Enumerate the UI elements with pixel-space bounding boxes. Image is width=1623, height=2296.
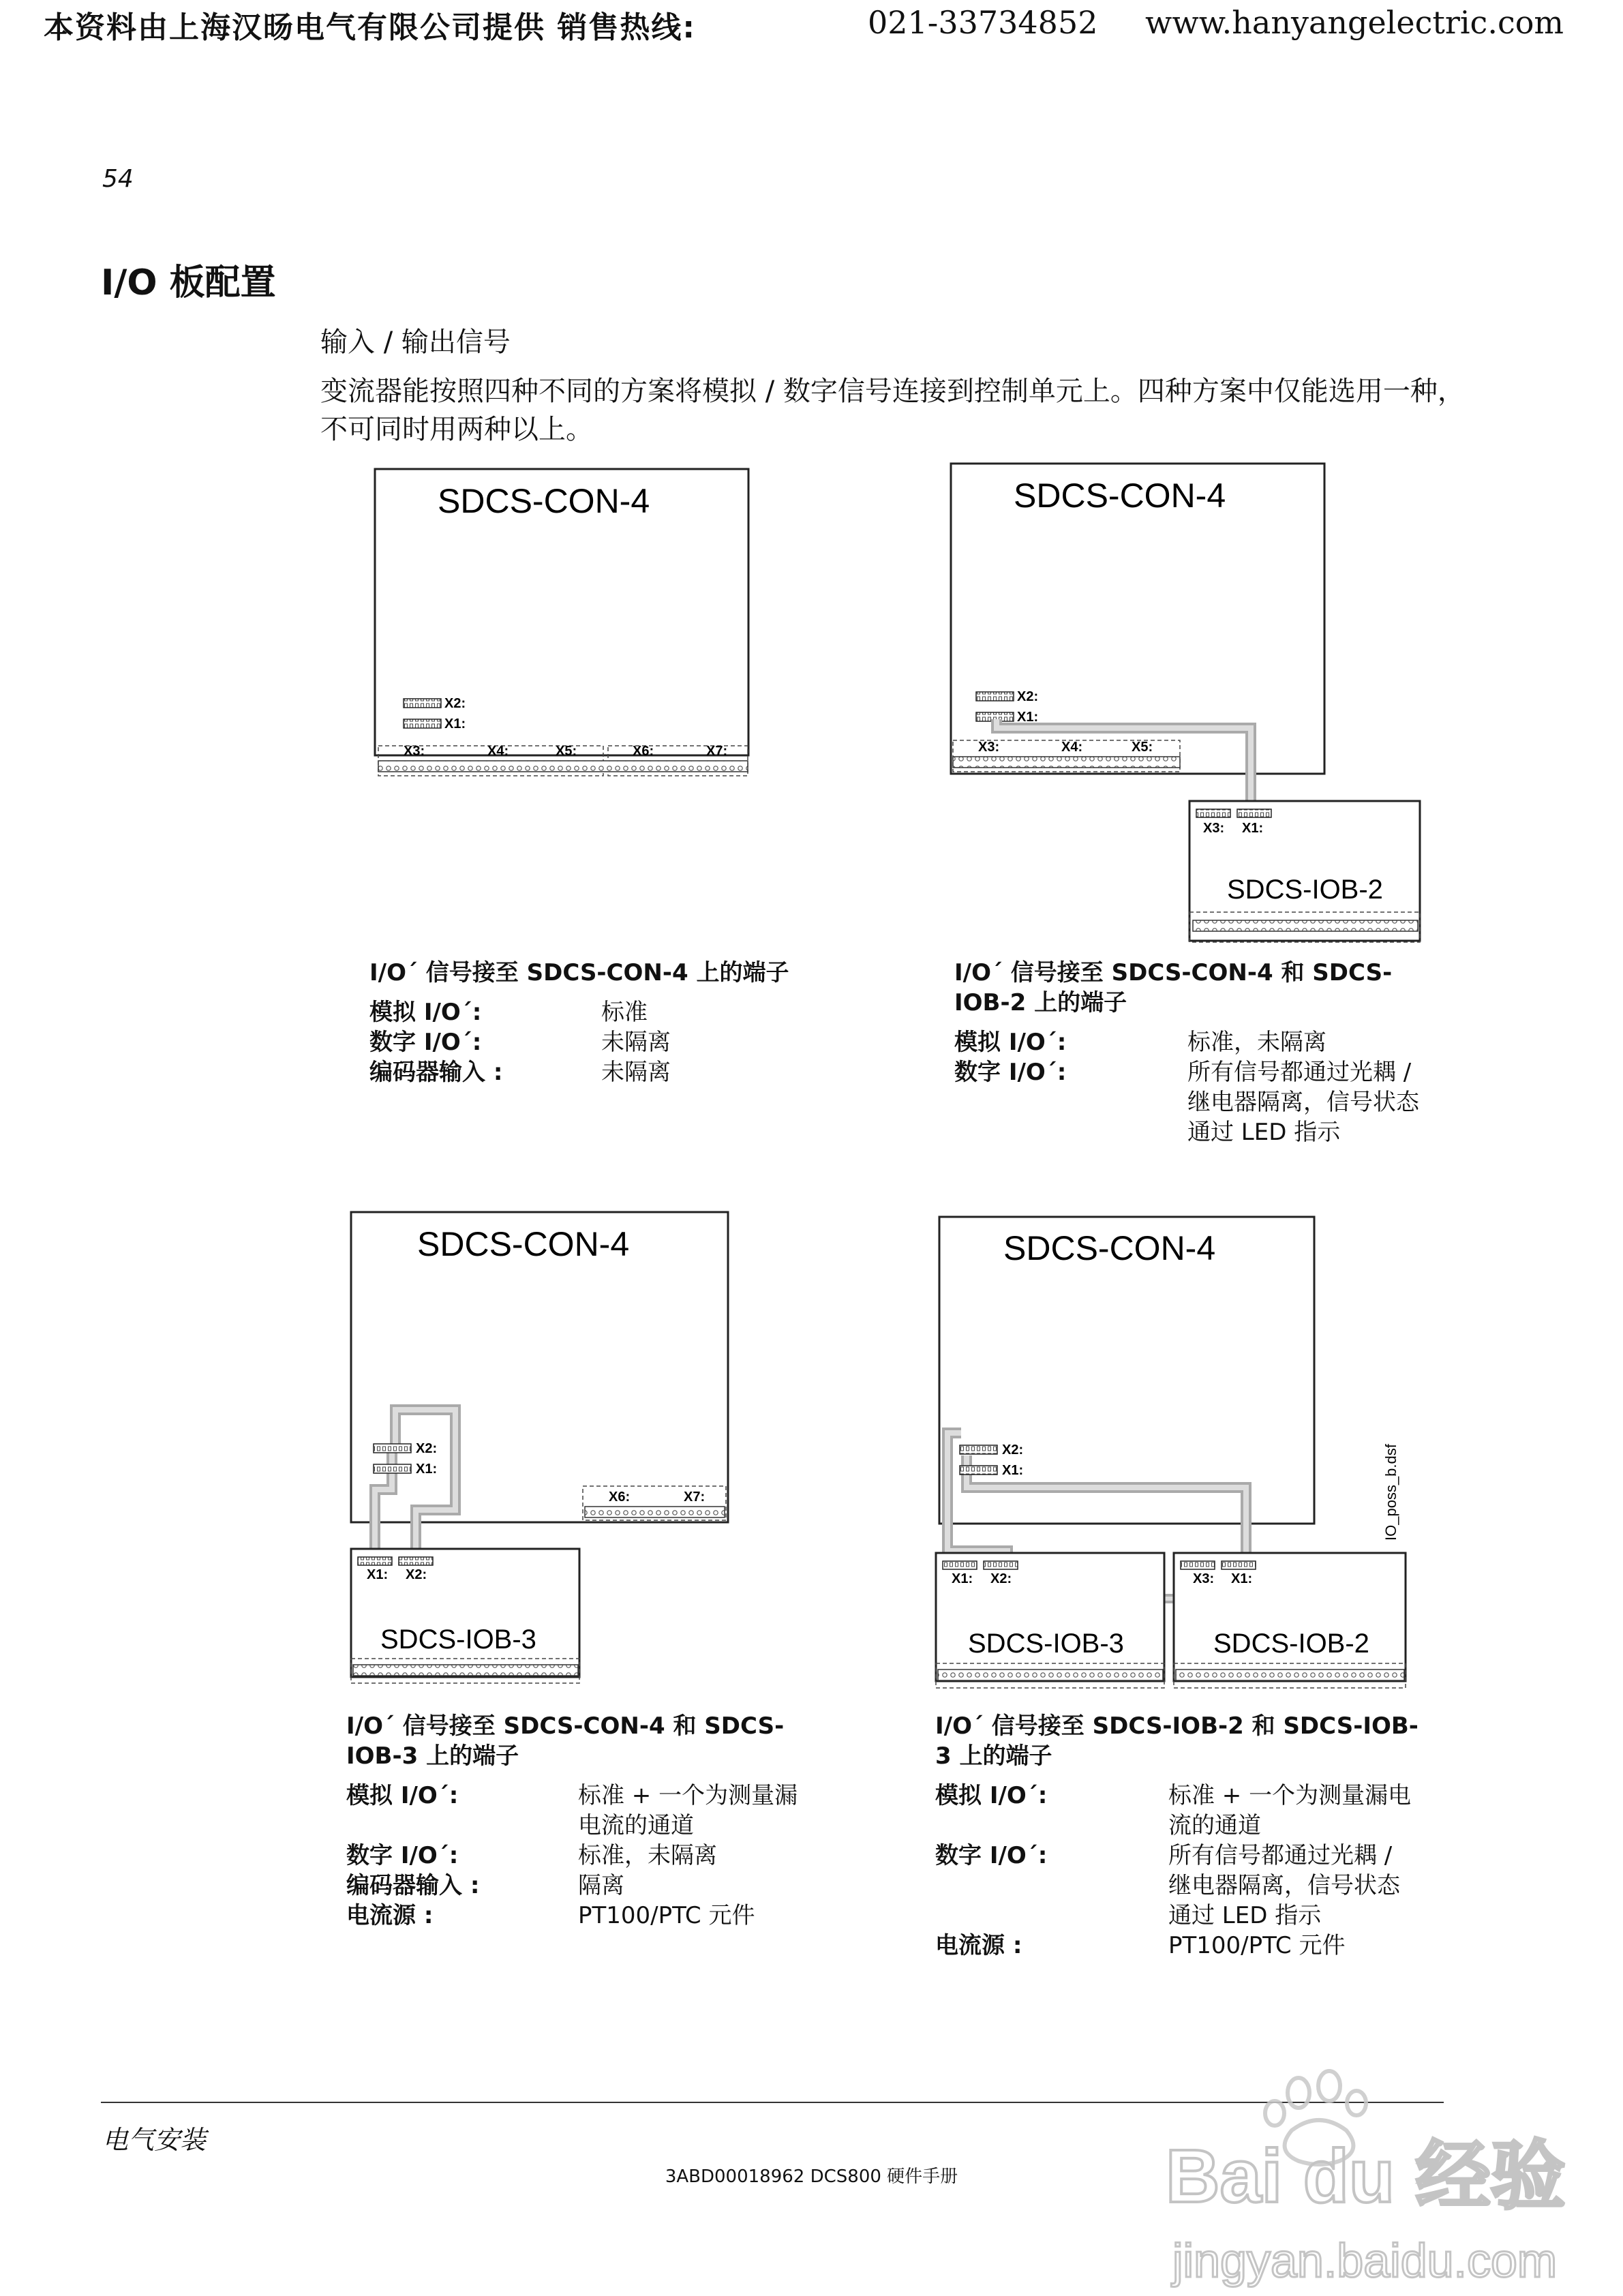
option-3-row — [346, 1901, 837, 1931]
baidu-watermark — [1152, 2066, 1588, 2291]
row-key: 编码器输入 : — [369, 1059, 503, 1086]
row-value: 标准 — [601, 999, 648, 1026]
option-3-row — [346, 1871, 837, 1901]
x1-label: X1: — [1002, 1463, 1024, 1478]
option-2-row — [954, 1057, 1431, 1153]
x3-label: X3: — [978, 740, 1000, 755]
row-key: 模拟 I/O´: — [954, 1029, 1067, 1056]
row-key: 数字 I/O´: — [346, 1842, 459, 1869]
option-4-row — [935, 1781, 1426, 1841]
row-key: 数字 I/O´: — [954, 1059, 1067, 1086]
x5-label: X5: — [556, 744, 577, 759]
option-2-row — [954, 1027, 1431, 1057]
x1-label: X1: — [416, 1462, 438, 1477]
row-value: 标准 + 一个为测量漏电流的通道 — [578, 1782, 798, 1839]
option-3-caption: I/O´ 信号接至 SDCS-CON-4 和 SDCS-IOB-3 上的端子 — [346, 1712, 785, 1770]
row-key: 模拟 I/O´: — [369, 999, 482, 1026]
x4-label: X4: — [1061, 740, 1083, 755]
iob3-label: SDCS-IOB-3 — [968, 1629, 1124, 1659]
x6-label: X6: — [609, 1490, 631, 1505]
x6-label: X6: — [633, 744, 654, 759]
diagram-option-4 — [936, 1217, 1406, 1688]
row-value: 标准，未隔离 — [1187, 1029, 1326, 1056]
option-1-row — [369, 1027, 847, 1057]
row-value: PT100/PTC 元件 — [1168, 1932, 1346, 1959]
x3-label: X3: — [1193, 1571, 1215, 1586]
x1-label: X1: — [1242, 821, 1264, 836]
x2-connector — [960, 1445, 997, 1454]
x1-connector — [374, 1464, 411, 1473]
header-website[interactable]: www.hanyangelectric.com — [1145, 4, 1564, 41]
watermark-brand: Bai du 经验 — [1166, 2134, 1566, 2218]
row-key: 数字 I/O´: — [935, 1842, 1048, 1869]
x2-label: X2: — [406, 1567, 427, 1582]
x1-label: X1: — [367, 1567, 389, 1582]
row-value: 隔离 — [578, 1872, 624, 1899]
footer-chapter: 电气安装 — [102, 2125, 207, 2155]
row-value: 所有信号都通过光耦 / 继电器隔离，信号状态通过 LED 指示 — [1168, 1842, 1400, 1929]
x2-connector — [374, 1444, 411, 1453]
iob2-label: SDCS-IOB-2 — [1227, 875, 1383, 905]
diagram-option-2 — [951, 464, 1420, 942]
x7-label: X7: — [684, 1490, 706, 1505]
header-notice: 本资料由上海汉旸电气有限公司提供 销售热线: — [44, 10, 696, 45]
row-value: 标准，未隔离 — [578, 1842, 717, 1869]
row-key: 电流源 : — [346, 1902, 434, 1929]
x5-label: X5: — [1132, 740, 1153, 755]
header-phone: 021-33734852 — [868, 4, 1098, 41]
x1-label: X1: — [1017, 710, 1039, 725]
option-1-caption: I/O´ 信号接至 SDCS-CON-4 上的端子 — [369, 959, 789, 986]
x1-connector — [960, 1466, 997, 1475]
x2-label: X2: — [1017, 689, 1039, 704]
row-value: 标准 + 一个为测量漏电流的通道 — [1168, 1782, 1412, 1839]
x3-label: X3: — [404, 744, 425, 759]
terminal-strip — [585, 1507, 725, 1517]
x2-label: X2: — [1002, 1442, 1024, 1457]
row-value: 未隔离 — [601, 1059, 671, 1086]
figure-id: IO_poss_b.dsf — [1382, 1444, 1399, 1541]
iob2-label: SDCS-IOB-2 — [1213, 1629, 1369, 1659]
row-value: 未隔离 — [601, 1029, 671, 1056]
con4-label: SDCS-CON-4 — [417, 1225, 630, 1263]
row-key: 模拟 I/O´: — [935, 1782, 1048, 1809]
option-3-row — [346, 1781, 837, 1841]
option-3-row — [346, 1841, 837, 1871]
terminal-strip — [378, 761, 748, 772]
x2-label: X2: — [990, 1571, 1012, 1586]
option-4-row — [935, 1931, 1426, 1961]
x1-label: X1: — [1231, 1571, 1253, 1586]
iob3-label: SDCS-IOB-3 — [380, 1625, 536, 1655]
option-4-caption: I/O´ 信号接至 SDCS-IOB-2 和 SDCS-IOB-3 上的端子 — [935, 1712, 1419, 1770]
diagram-option-1 — [375, 469, 748, 776]
page-number: 54 — [102, 165, 134, 193]
subsection-title: 输入 / 输出信号 — [320, 327, 511, 358]
row-value: 所有信号都通过光耦 / 继电器隔离，信号状态通过 LED 指示 — [1187, 1059, 1419, 1146]
x1-label: X1: — [444, 716, 466, 731]
x1-connector — [404, 719, 441, 728]
row-key: 模拟 I/O´: — [346, 1782, 459, 1809]
intro-paragraph: 变流器能按照四种不同的方案将模拟 / 数字信号连接到控制单元上。四种方案中仅能选用一种，不可同时用两种以上。 — [320, 376, 1465, 445]
terminal-strip — [953, 757, 1180, 768]
x3-label: X3: — [1203, 821, 1225, 836]
x2-label: X2: — [444, 696, 466, 711]
section-title: I/O 板配置 — [101, 262, 276, 303]
x2-label: X2: — [416, 1441, 438, 1456]
option-1-row — [369, 997, 847, 1027]
x1-label: X1: — [952, 1571, 973, 1586]
x2-connector — [976, 692, 1014, 701]
con4-label: SDCS-CON-4 — [438, 482, 650, 520]
terminal-strip — [353, 1665, 578, 1676]
row-key: 电流源 : — [935, 1932, 1022, 1959]
watermark-url: jingyan.baidu.com — [1172, 2234, 1558, 2287]
option-1-row — [369, 1057, 847, 1087]
x4-label: X4: — [487, 744, 509, 759]
row-key: 编码器输入 : — [346, 1872, 480, 1899]
row-key: 数字 I/O´: — [369, 1029, 482, 1056]
con4-label: SDCS-CON-4 — [1014, 477, 1226, 515]
row-value: PT100/PTC 元件 — [578, 1902, 755, 1929]
footer-doc-id: 3ABD00018962 DCS800 硬件手册 — [665, 2166, 958, 2187]
terminal-strip — [1193, 920, 1418, 931]
con4-label: SDCS-CON-4 — [1003, 1229, 1216, 1267]
x2-connector — [404, 699, 441, 708]
x7-label: X7: — [706, 744, 728, 759]
option-4-row — [935, 1841, 1426, 1931]
diagram-option-3 — [351, 1212, 728, 1683]
terminal-strip — [938, 1670, 1163, 1680]
option-2-caption: I/O´ 信号接至 SDCS-CON-4 和 SDCS-IOB-2 上的端子 — [954, 959, 1393, 1016]
terminal-strip — [1176, 1670, 1404, 1680]
